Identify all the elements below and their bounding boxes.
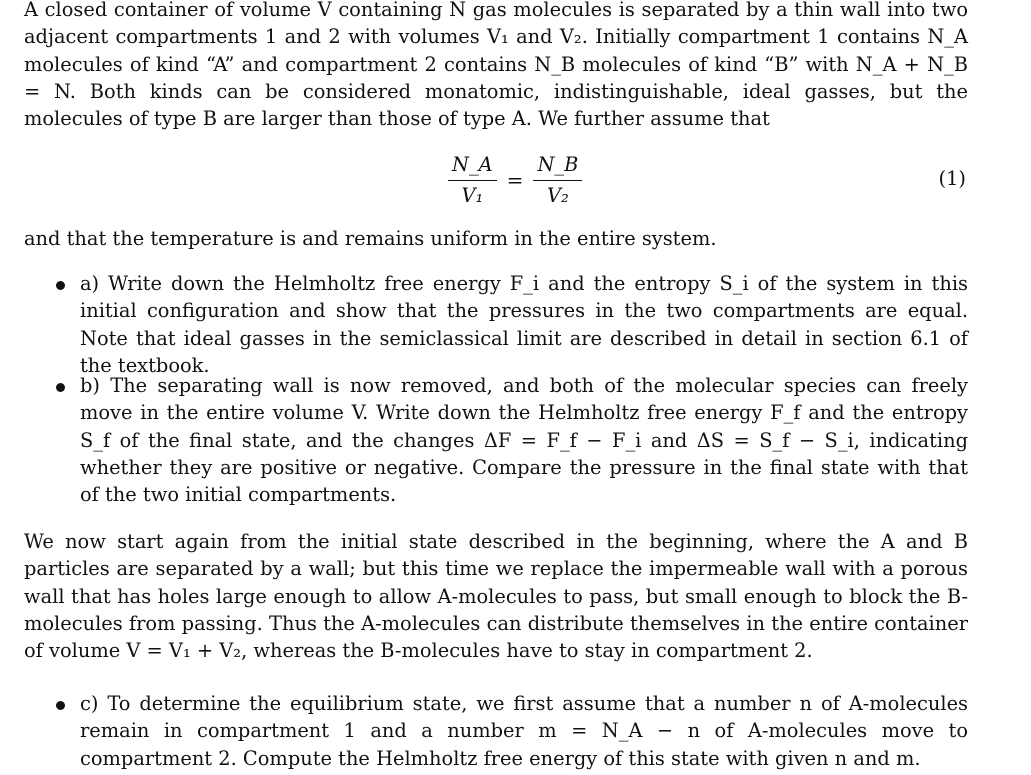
equation-number: (1) [938,167,966,190]
temperature-paragraph: and that the temperature is and remains uniform in the entire system. [24,227,717,250]
equation-body [448,147,582,213]
bullet-icon [56,701,65,710]
fraction-right-numerator: N_B [533,152,582,181]
bullet-icon [56,383,65,392]
porous-wall-paragraph: We now start again from the initial state described in the beginning, where the A and B particles are separated by a wall; but this time we replace the impermeable wall with a porous wall that has holes large enough to allow A-molecules to pass, but small enough to block the B-molecules from passing. Thus the A-molecules can distribute themselves in the entire container of volume V = V₁ + V₂, whereas the B-molecules have to stay in compartment 2. [24,530,968,663]
fraction-left-denominator: V₁ [461,183,484,207]
fraction-left [448,152,497,209]
equals-sign: = [506,168,524,192]
item-b-text: b) The separating wall is now removed, and both of the molecular species can freely move in the entire volume V. Write down the Helmholtz free energy F_f and the entropy S_f of the final state, and the changes ΔF = F_f − F_i and ΔS = S_f − S_i, indicating whether they are positive or negative. Compare the pressure in the final state with that of the two initial compartments. [80,374,968,507]
item-c-text: c) To determine the equilibrium state, we first assume that a number n of A-molecules remain in compartment 1 and a number m = N_A − n of A-molecules move to compartment 2. Compute the Helmholtz free energy of this state with given n and m. [80,692,968,770]
intro-paragraph: A closed container of volume V containing N gas molecules is separated by a thin wall into two adjacent compartments 1 and 2 with volumes V₁ and V₂. Initially compartment 1 contains N_A molecules of kind “A” and compartment 2 contains N_B molecules of kind “B” with N_A + N_B = N. Both kinds can be considered monatomic, indistinguishable, ideal gasses, but the molecules of type B are larger than those of type A. We further assume that [24,0,968,131]
item-a-text: a) Write down the Helmholtz free energy F_i and the entropy S_i of the system in this initial configuration and show that the pressures in the two compartments are equal. Note that ideal gasses in the semiclassical limit are described in detail in section 6.1 of the textbook. [80,272,968,377]
fraction-right [533,152,582,209]
fraction-right-denominator: V₂ [547,183,569,207]
bullet-icon [56,281,65,290]
fraction-left-numerator: N_A [448,152,497,181]
equation-1 [24,147,968,213]
